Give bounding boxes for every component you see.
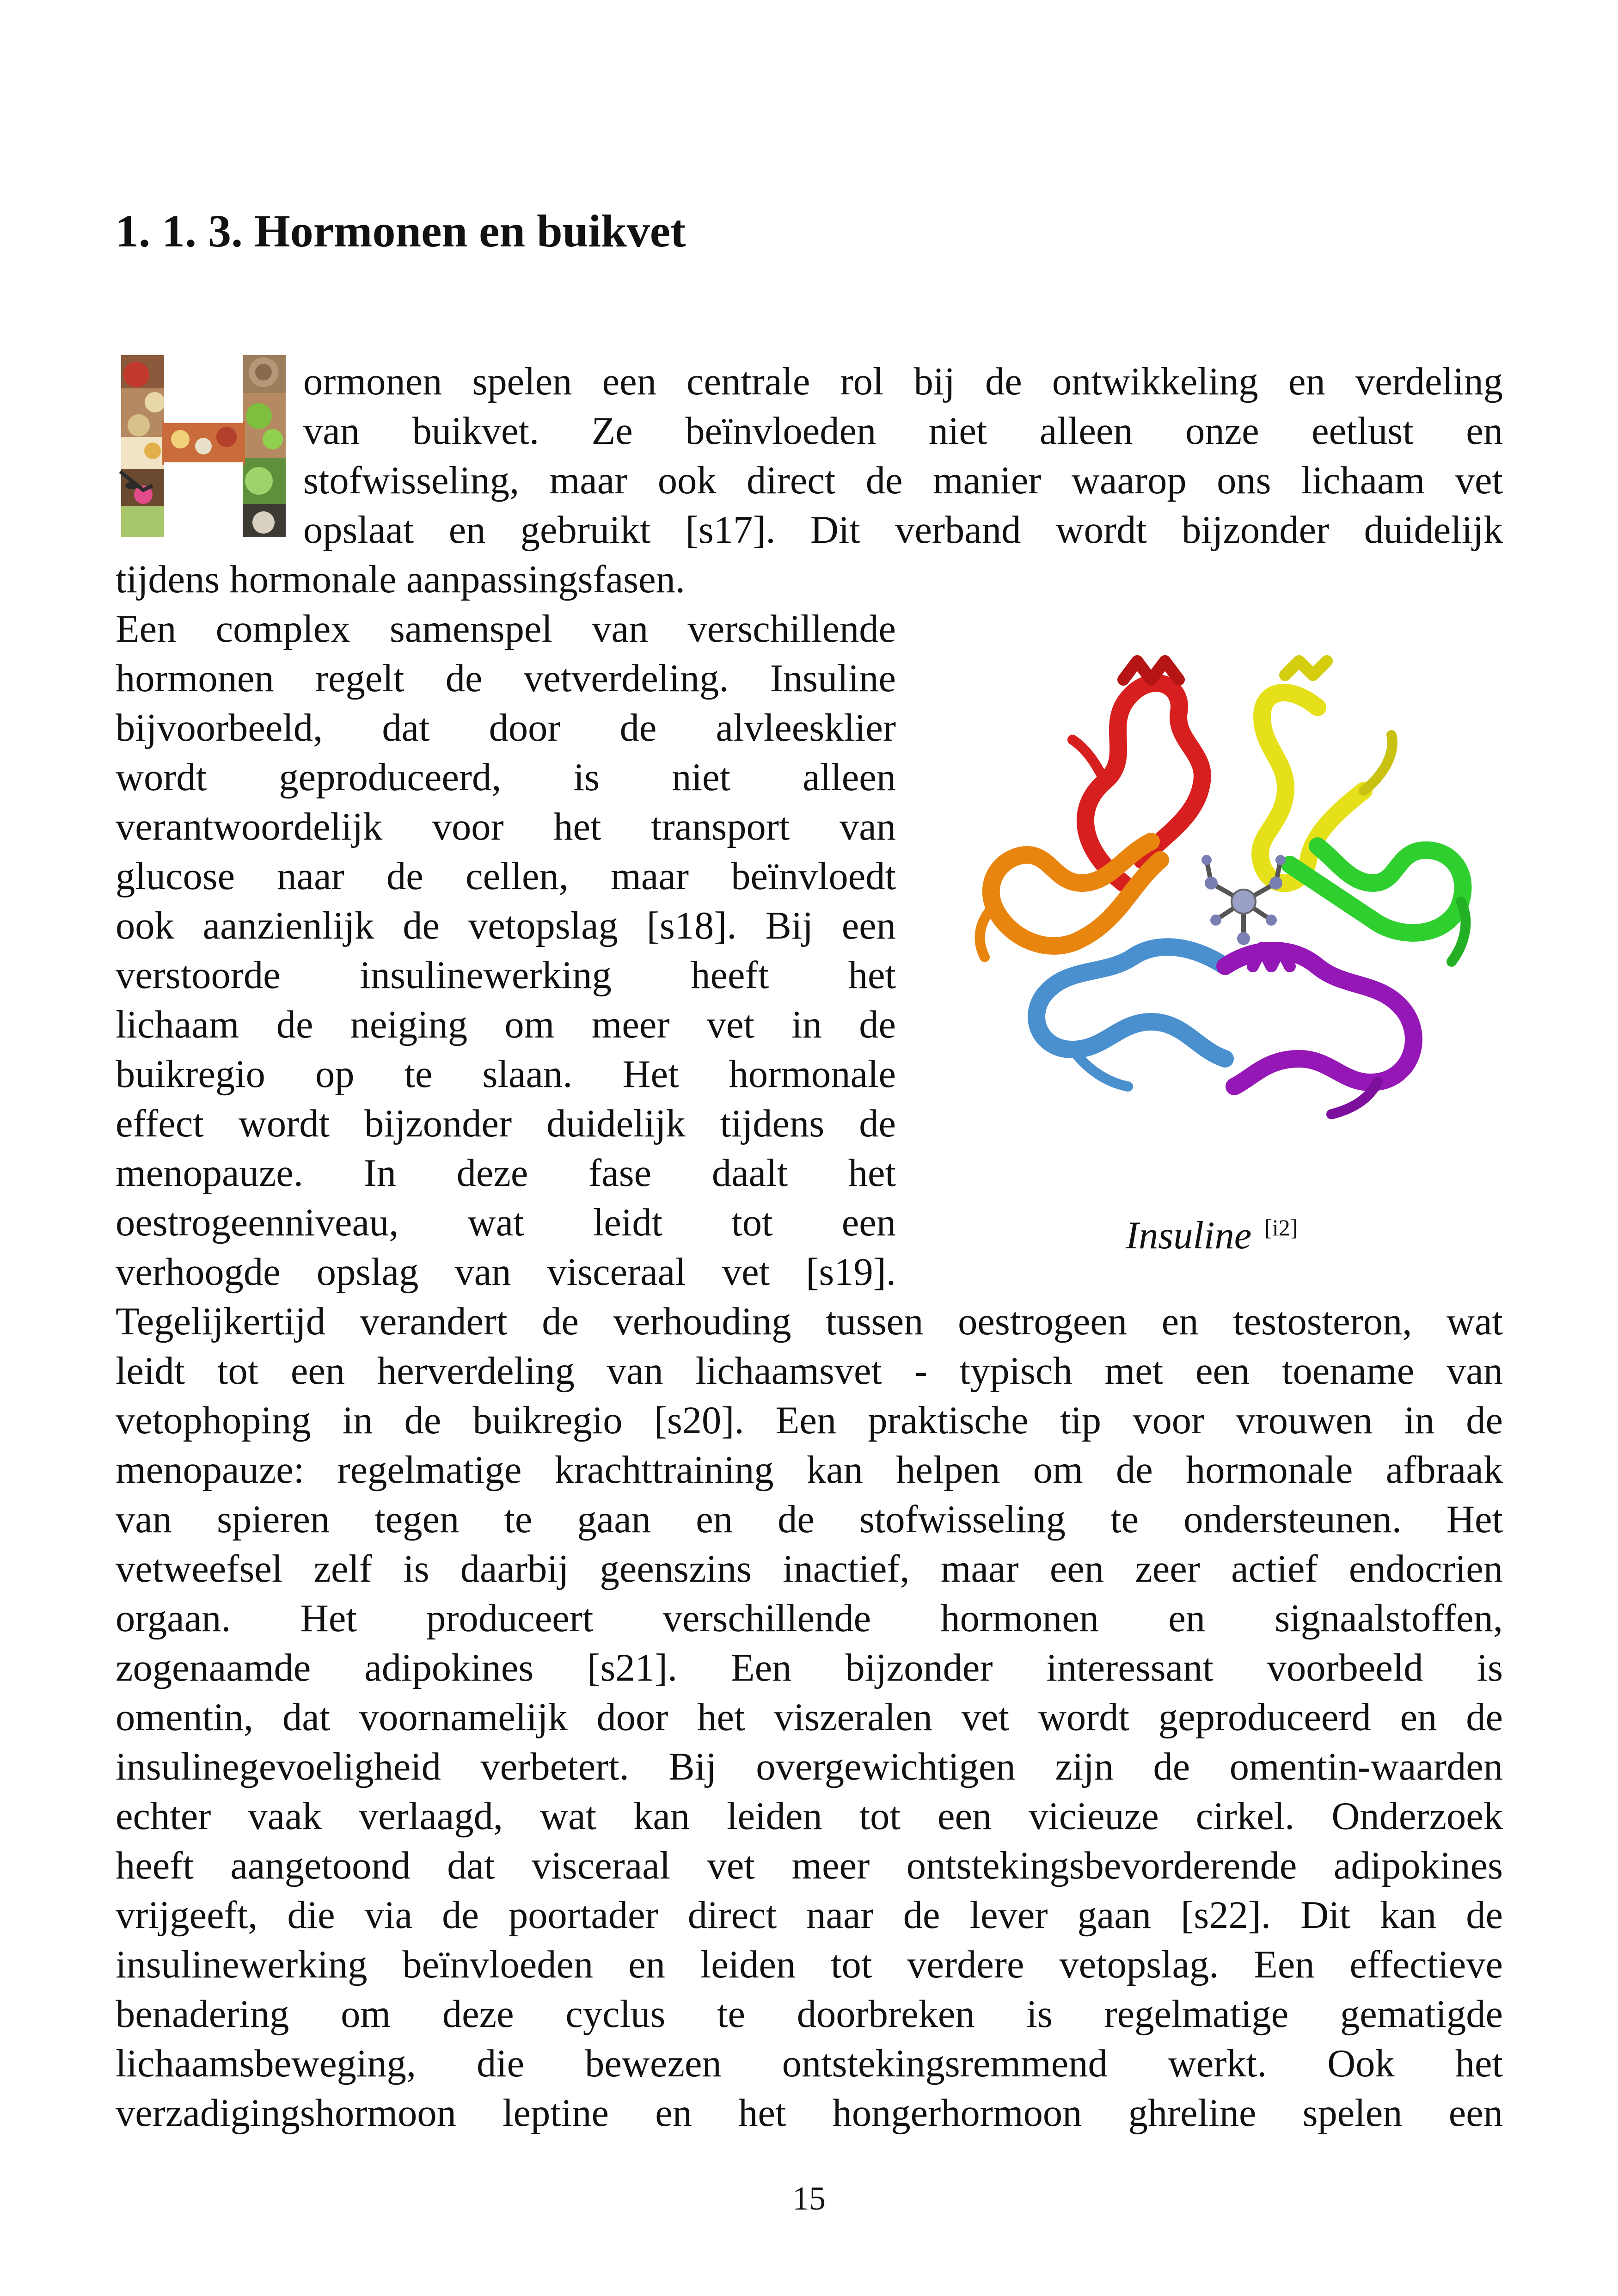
text-line: vetweefsel zelf is daarbij geenszins inactief, maar een zeer actief endocrien	[116, 1547, 1503, 1590]
text-line: zogenaamde adipokines [s21]. Een bijzonder interessant voorbeeld is	[116, 1646, 1503, 1689]
text-line: insulinegevoeligheid verbetert. Bij overgewichtigen zijn de omentin-waarden	[116, 1745, 1503, 1788]
text-line: oestrogeenniveau, wat leidt tot een	[116, 1201, 896, 1244]
text-line: ook aanzienlijk de vetopslag [s18]. Bij een	[116, 904, 896, 947]
text-line: benadering om deze cyclus te doorbreken is regelmatige gematigde	[116, 1993, 1503, 2036]
text-line: wordt geproduceerd, is niet alleen	[116, 756, 896, 799]
text-line: bijvoorbeeld, dat door de alvleesklier	[116, 706, 896, 749]
figure-reference: [i2]	[1264, 1215, 1298, 1240]
section-heading: 1. 1. 3. Hormonen en buikvet	[116, 205, 686, 257]
text-line: ormonen spelen een centrale rol bij de ontwikkeling en verdeling	[303, 360, 1503, 403]
text-line: heeft aangetoond dat visceraal vet meer ontstekingsbevorderende adipokines	[116, 1844, 1503, 1887]
text-line: Tegelijkertijd verandert de verhouding tussen oestrogeen en testosteron, wat	[116, 1300, 1503, 1343]
text-line: hormonen regelt de vetverdeling. Insuline	[116, 657, 896, 700]
text-line: stofwisseling, maar ook direct de manier waarop ons lichaam vet	[303, 459, 1503, 502]
text-line: leidt tot een herverdeling van lichaamsvet - typisch met een toename van	[116, 1350, 1503, 1393]
text-line: menopauze. In deze fase daalt het	[116, 1152, 896, 1195]
text-line: omentin, dat voornamelijk door het viszeralen vet wordt geproduceerd en de	[116, 1696, 1503, 1739]
intro-paragraph-dropcap-lines	[303, 357, 1503, 555]
insulin-structure-image	[966, 643, 1479, 1147]
figure-caption-text: Insuline	[1126, 1214, 1252, 1257]
drop-cap-illustration	[111, 347, 296, 546]
text-line: effect wordt bijzonder duidelijk tijdens de	[116, 1102, 896, 1145]
text-line: van spieren tegen te gaan en de stofwisseling te ondersteunen. Het	[116, 1498, 1503, 1541]
text-line: verhoogde opslag van visceraal vet [s19].	[116, 1251, 896, 1294]
text-line: van buikvet. Ze beïnvloeden niet alleen onze eetlust en	[303, 410, 1503, 453]
intro-paragraph-last-line	[116, 555, 1503, 604]
text-line: Een complex samenspel van verschillende	[116, 608, 896, 651]
text-line: verzadigingshormoon leptine en het hongerhormoon ghreline spelen een	[116, 2092, 1503, 2135]
text-line: glucose naar de cellen, maar beïnvloedt	[116, 855, 896, 898]
text-line: vrijgeeft, die via de poortader direct naar de lever gaan [s22]. Dit kan de	[116, 1894, 1503, 1937]
text-line: lichaamsbeweging, die bewezen ontstekingsremmend werkt. Ook het	[116, 2042, 1503, 2085]
text-line: verantwoordelijk voor het transport van	[116, 805, 896, 848]
text-line: buikregio op te slaan. Het hormonale	[116, 1053, 896, 1096]
body-paragraph	[116, 1297, 1503, 2138]
text-line: orgaan. Het produceert verschillende hormonen en signaalstoffen,	[116, 1597, 1503, 1640]
text-line: menopauze: regelmatige krachttraining kan helpen om de hormonale afbraak	[116, 1449, 1503, 1492]
text-line: tijdens hormonale aanpassingsfasen.	[116, 558, 685, 601]
column-paragraph	[116, 604, 896, 1297]
page-number: 15	[792, 2180, 826, 2217]
text-line: lichaam de neiging om meer vet in de	[116, 1003, 896, 1046]
text-line: vetophoping in de buikregio [s20]. Een praktische tip voor vrouwen in de	[116, 1399, 1503, 1442]
text-line: insulinewerking beïnvloeden en leiden tot verdere vetopslag. Een effectieve	[116, 1943, 1503, 1986]
figure-caption	[1126, 1204, 1298, 1259]
text-line: opslaat en gebruikt [s17]. Dit verband wordt bijzonder duidelijk	[303, 509, 1503, 552]
text-line: echter vaak verlaagd, wat kan leiden tot een vicieuze cirkel. Onderzoek	[116, 1795, 1503, 1838]
text-line: verstoorde insulinewerking heeft het	[116, 954, 896, 997]
